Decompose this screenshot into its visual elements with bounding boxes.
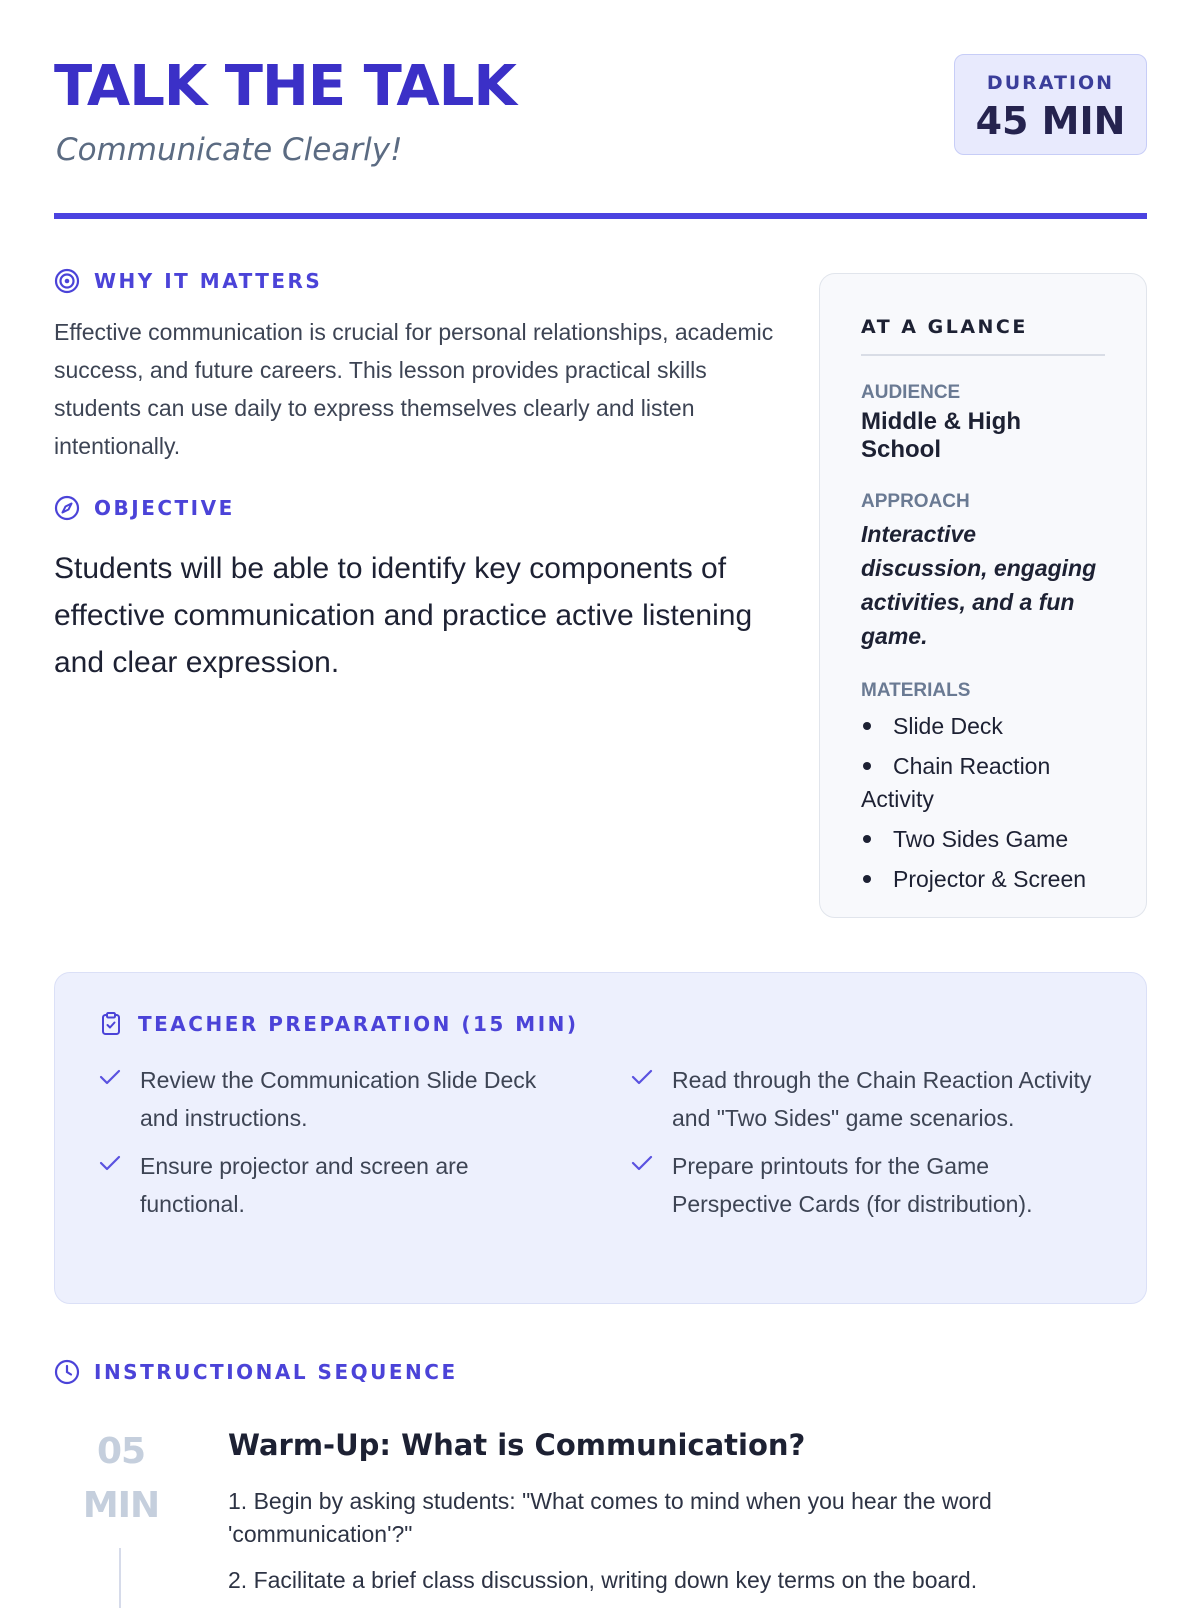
approach-value: Interactive discussion, engaging activities, and a fun game.: [861, 521, 1097, 649]
compass-icon: [54, 495, 80, 521]
list-item: Review the Communication Slide Deck and instructions.: [98, 1061, 630, 1137]
audience-value: Middle & High School: [861, 408, 1021, 463]
timeline-line: [119, 1548, 121, 1608]
materials-list: [861, 710, 1105, 896]
check-icon: [630, 1067, 656, 1092]
prep-heading-label: TEACHER PREPARATION (15 MIN): [138, 1012, 579, 1036]
page-title: TALK THE TALK: [54, 54, 516, 119]
check-icon: [98, 1067, 124, 1092]
teacher-preparation-panel: [54, 972, 1147, 1304]
prep-heading: [98, 1011, 579, 1037]
why-text: Effective communication is crucial for personal relationships, academic success, and future careers. This lesson provides practical skills students can use daily to express themselves clearly and listen intentionally.: [54, 319, 774, 459]
objective-heading-label: OBJECTIVE: [94, 496, 235, 520]
duration-badge: [954, 54, 1147, 155]
step-instructions: [228, 1485, 1108, 1610]
step-title: Warm-Up: What is Communication?: [228, 1428, 806, 1462]
list-item: Prepare printouts for the Game Perspective Cards (for distribution).: [630, 1147, 1108, 1223]
objective-text: Students will be able to identify key components of effective communication and practice active listening and clear expression.: [54, 552, 753, 679]
check-icon: [630, 1153, 656, 1178]
why-heading-label: WHY IT MATTERS: [94, 269, 323, 293]
duration-value: 45 MIN: [975, 99, 1126, 143]
target-icon: [54, 268, 80, 294]
sequence-heading: [54, 1359, 458, 1385]
list-item: Ensure projector and screen are functional.: [98, 1147, 630, 1223]
list-item: Read through the Chain Reaction Activity and "Two Sides" game scenarios.: [630, 1061, 1108, 1137]
header-divider: [54, 213, 1147, 219]
sequence-heading-label: INSTRUCTIONAL SEQUENCE: [94, 1360, 458, 1384]
list-item: 2. Facilitate a brief class discussion, writing down key terms on the board.: [228, 1567, 978, 1593]
lesson-plan-page: [54, 0, 1147, 1600]
glance-heading: AT A GLANCE: [861, 316, 1105, 356]
prep-checklist: [98, 1061, 1108, 1223]
page-subtitle: Communicate Clearly!: [56, 132, 403, 168]
list-item: Chain Reaction Activity: [861, 753, 1051, 812]
list-item: 1. Begin by asking students: "What comes to mind when you hear the word 'communication'?": [228, 1488, 992, 1547]
list-item: Two Sides Game: [861, 823, 1105, 856]
objective-heading: [54, 495, 235, 521]
check-icon: [98, 1153, 124, 1178]
audience-label: AUDIENCE: [861, 382, 961, 403]
clipboard-check-icon: [98, 1011, 124, 1037]
list-item: Projector & Screen: [861, 863, 1105, 896]
clock-icon: [54, 1359, 80, 1385]
why-heading: [54, 268, 322, 294]
duration-label: DURATION: [986, 72, 1115, 94]
materials-label: MATERIALS: [861, 680, 971, 701]
step-duration: 05 MIN: [82, 1431, 160, 1526]
list-item: Slide Deck: [861, 710, 1105, 743]
approach-label: APPROACH: [861, 491, 970, 512]
at-a-glance-card: [819, 273, 1147, 918]
